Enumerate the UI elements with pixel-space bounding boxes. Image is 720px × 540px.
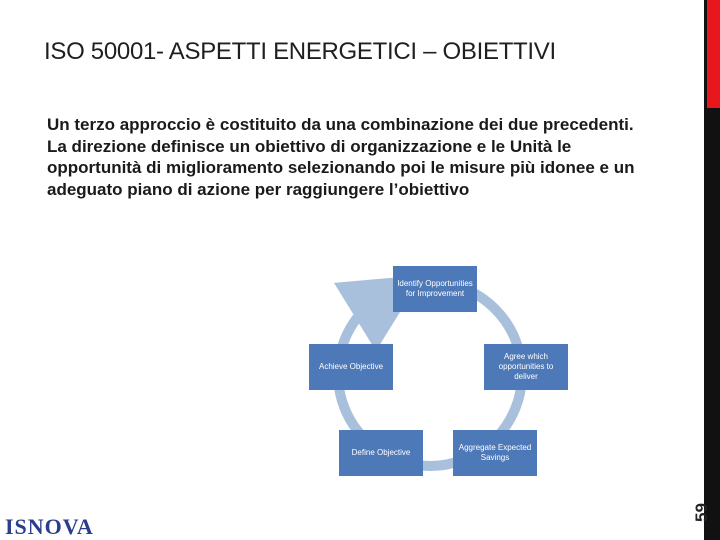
body-paragraph-2: La direzione definisce un obiettivo di organizzazione e le Unità le opportunità di miglioramento selezionando poi le misure più idonee e un adeguato piano di azione per raggiungere l’obiettivo	[47, 136, 635, 199]
slide-title: ISO 50001- ASPETTI ENERGETICI – OBIETTIVI	[44, 38, 556, 65]
body-paragraph-1: Un terzo approccio è costituito da una combinazione dei due precedenti.	[47, 115, 634, 134]
cycle-diagram	[285, 262, 605, 480]
right-accent-bar	[707, 0, 720, 108]
step-aggregate-savings: Aggregate Expected Savings	[453, 430, 537, 476]
slide-number: 59	[692, 503, 711, 522]
step-agree-opportunities: Agree which opportunities to deliver	[484, 344, 568, 390]
body-text	[47, 114, 647, 200]
step-define-objective: Define Objective	[339, 430, 423, 476]
cycle-arrow	[363, 296, 389, 312]
step-identify-opportunities: Identify Opportunities for Improvement	[393, 266, 477, 312]
step-achieve-objective: Achieve Objective	[309, 344, 393, 390]
isnova-logo: ISNOVA	[5, 514, 94, 539]
